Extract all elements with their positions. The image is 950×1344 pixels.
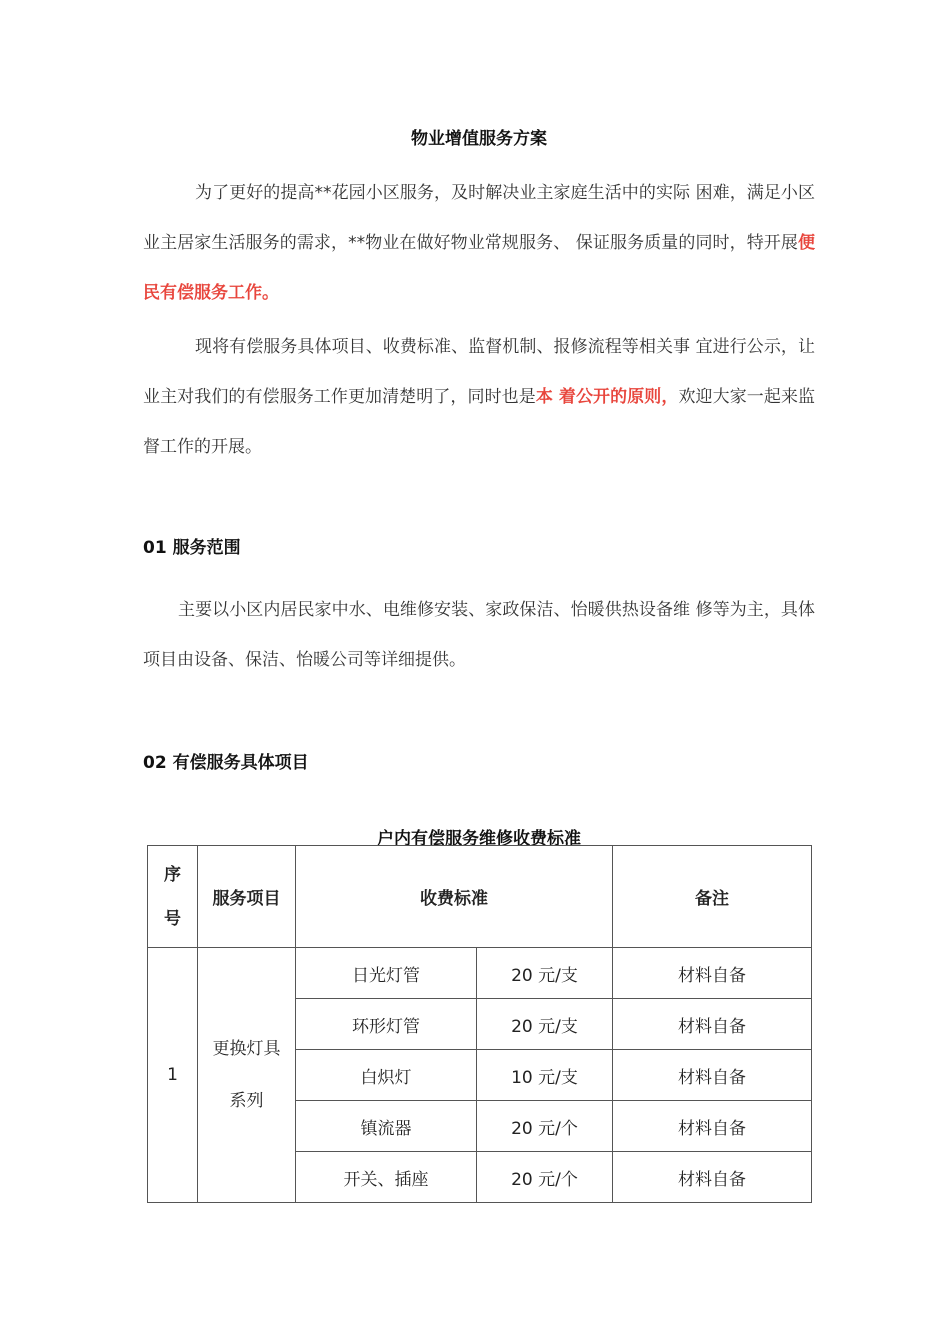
item-note: 材料自备 (613, 1152, 812, 1203)
page-title: 物业增值服务方案 (411, 129, 547, 149)
item-note: 材料自备 (613, 1050, 812, 1101)
header-item: 服务项目 (198, 846, 296, 948)
table-caption: 户内有偿服务维修收费标准 (377, 829, 581, 849)
item-note: 材料自备 (613, 948, 812, 999)
item-price: 20 元/支 (477, 948, 613, 999)
intro-2-tail: 欢迎大家一起来监督工作的开展。 (143, 387, 816, 457)
item-note: 材料自备 (613, 1101, 812, 1152)
group-name-line2: 系列 (229, 1091, 264, 1111)
table-row (148, 948, 812, 999)
header-seq (148, 846, 198, 948)
item-price: 20 元/个 (477, 1101, 613, 1152)
fee-table (147, 845, 812, 1203)
item-price: 20 元/个 (477, 1152, 613, 1203)
item-price: 10 元/支 (477, 1050, 613, 1101)
group-seq: 1 (148, 948, 198, 1203)
item-name: 开关、插座 (296, 1152, 477, 1203)
intro-paragraph-2 (143, 322, 815, 472)
item-name: 环形灯管 (296, 999, 477, 1050)
item-note: 材料自备 (613, 999, 812, 1050)
intro-paragraph-1 (143, 168, 815, 318)
item-name: 日光灯管 (296, 948, 477, 999)
table-header-row (148, 846, 812, 948)
intro-2-text: 现将有偿服务具体项目、收费标准、监督机制、报修流程等相关事 宜进行公示，让业主对我们的有偿服务工作更加清楚明了，同时也是 (143, 337, 815, 407)
header-seq-line1: 序 (164, 864, 181, 885)
intro-2-highlight: 本 着公开的原则， (535, 387, 679, 407)
item-price: 20 元/支 (477, 999, 613, 1050)
header-note: 备注 (613, 846, 812, 948)
header-fee: 收费标准 (296, 846, 613, 948)
section-heading-scope: 01 服务范围 (143, 538, 241, 558)
intro-1-highlight: 便民有偿服务工作。 (143, 233, 815, 303)
group-name-line1: 更换灯具 (212, 1039, 281, 1059)
item-name: 镇流器 (296, 1101, 477, 1152)
intro-1-text: 为了更好的提高**花园小区服务，及时解决业主家庭生活中的实际 困难，满足小区业主居家生活服务的需求，**物业在做好物业常规服务、 保证服务质量的同时，特开展 (143, 183, 815, 253)
header-seq-line2: 号 (164, 908, 181, 929)
section-heading-paid-items: 02 有偿服务具体项目 (143, 753, 309, 773)
scope-paragraph: 主要以小区内居民家中水、电维修安装、家政保洁、怡暖供热设备维 修等为主，具体项目由设备、保洁、怡暖公司等详细提供。 (143, 600, 815, 670)
group-name (198, 948, 296, 1203)
item-name: 白炽灯 (296, 1050, 477, 1101)
